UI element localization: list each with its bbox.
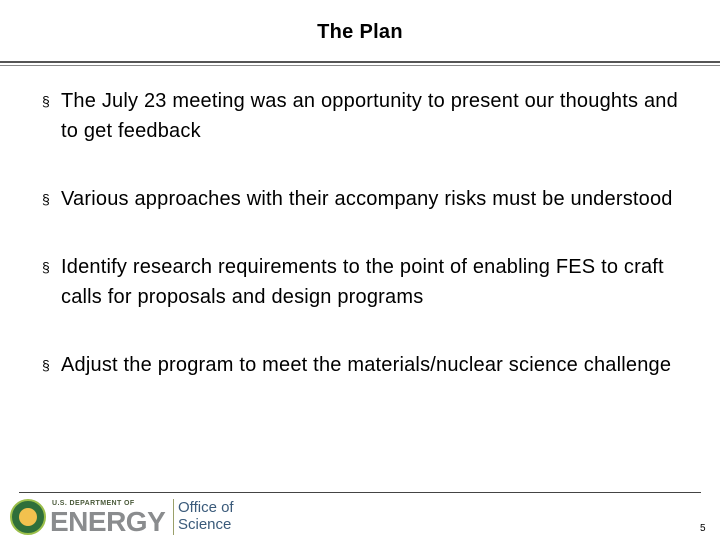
bullet-item <box>40 252 700 312</box>
logo-energy-text: ENERGY <box>50 506 166 537</box>
bullet-icon: § <box>42 93 50 109</box>
bullet-text: Adjust the program to meet the materials/nuclear science challenge <box>61 354 672 376</box>
bullet-item <box>40 350 700 380</box>
office-line-2: Science <box>178 516 232 533</box>
bullet-text: Various approaches with their accompany risks must be understood <box>61 188 673 210</box>
title-divider <box>0 61 720 66</box>
bullet-icon: § <box>42 191 50 207</box>
bullet-list <box>40 86 700 418</box>
footer-divider <box>19 492 701 493</box>
page-number: 5 <box>700 523 706 534</box>
slide-title: The Plan <box>317 21 403 43</box>
doe-seal-icon <box>10 499 46 535</box>
bullet-item <box>40 184 700 214</box>
office-of-science-text <box>178 499 234 533</box>
bullet-icon: § <box>42 357 50 373</box>
doe-office-of-science-logo <box>10 497 250 539</box>
seal-emblem <box>19 508 37 526</box>
bullet-icon: § <box>42 259 50 275</box>
bullet-item <box>40 86 700 146</box>
logo-divider <box>173 499 174 535</box>
office-line-1: Office of <box>178 499 234 516</box>
bullet-text: Identify research requirements to the point of enabling FES to craft calls for proposals and design programs <box>61 256 664 308</box>
logo-department-text: U.S. DEPARTMENT OF <box>52 500 135 507</box>
bullet-text: The July 23 meeting was an opportunity to present our thoughts and to get feedback <box>61 90 678 142</box>
